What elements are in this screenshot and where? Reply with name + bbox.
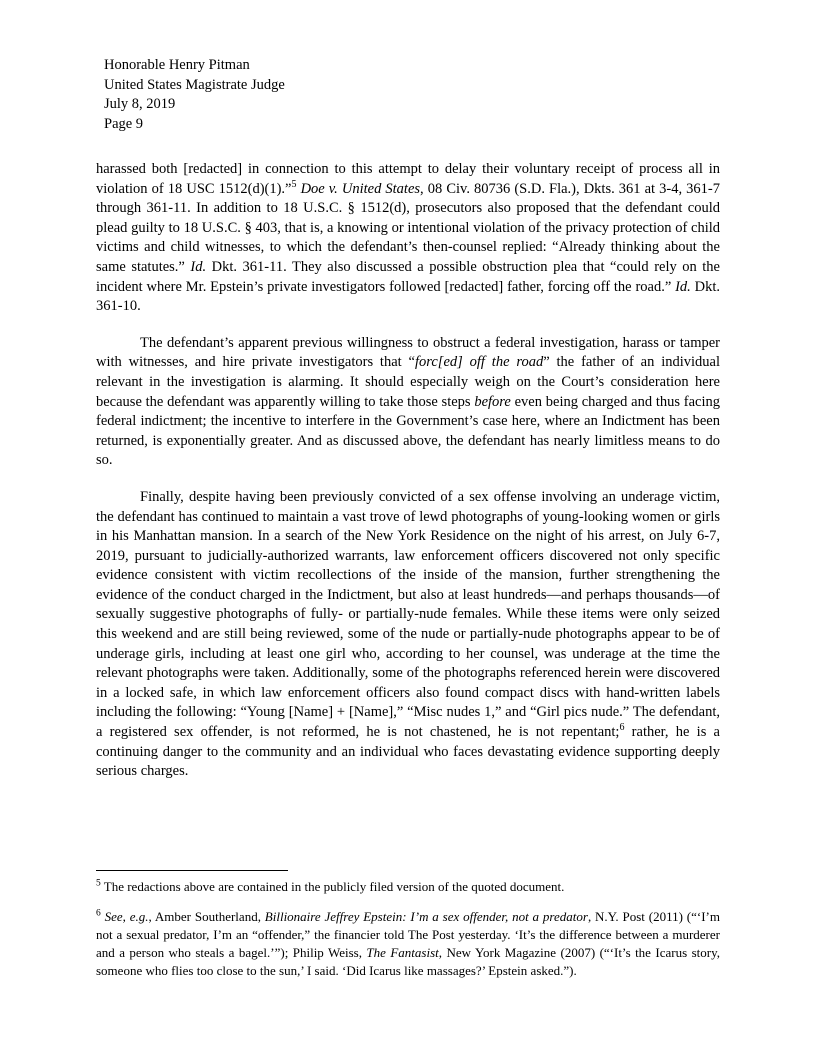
- text-run: Dkt. 361-10.: [96, 278, 721, 315]
- italic-text: forc[ed] off the road: [414, 354, 544, 371]
- letterhead: [104, 56, 720, 134]
- text-run: even being charged and thus facing federal indictment; the incentive to interfere in the Government’s case here, where an Indictment has been returned, is exponentially greater. And as discussed above, the defendant has nearly limitless means to do so.: [96, 393, 721, 469]
- footnote-5: [96, 878, 720, 896]
- footnote-reference: 5: [291, 178, 297, 190]
- footnote-separator-rule: [96, 870, 288, 871]
- text-run: Dkt. 361-11. They also discussed a possible obstruction plea that “could rely on the incident where Mr. Epstein’s private investigators followed [redacted] father, forcing off the road.”: [96, 258, 720, 295]
- italic-text: The Fantasist: [366, 945, 439, 960]
- text-run: ” the father of an individual relevant in the investigation is alarming. It should especially weigh on the Court’s consideration here because the defendant was apparently willing to take those steps: [96, 354, 721, 410]
- italic-text: Id.: [675, 278, 691, 295]
- text-run: , N.Y. Post (2011) (“‘I’m not a sexual predator, I’m an “offender,” the financier told The Post yesterday. ‘It’s the difference between a murderer and a person who steals a bagel.’”); Philip Weiss,: [96, 909, 720, 960]
- text-run: The defendant’s apparent previous willingness to obstruct a federal investigation, harass or tamper with witnesses, and hire private investigators that “: [96, 334, 720, 371]
- letterhead-page-number: Page 9: [104, 115, 144, 132]
- italic-text: Id.: [190, 258, 207, 275]
- footnote-marker: 6: [96, 908, 101, 919]
- italic-text: Doe v. United States: [300, 180, 421, 197]
- letterhead-title: United States Magistrate Judge: [104, 76, 285, 93]
- italic-text: Billionaire Jeffrey Epstein: I’m a sex offender, not a predator: [264, 909, 588, 924]
- footnote-reference: 6: [619, 722, 625, 734]
- text-run: , New York Magazine (2007) (“‘It’s the Icarus story, someone who flies too close to the sun,’ I said. ‘Did Icarus like massages?’ Epstein asked.”).: [96, 945, 720, 978]
- letterhead-date: July 8, 2019: [104, 96, 176, 112]
- body-paragraph: [96, 334, 720, 471]
- text-run: rather, he is a continuing danger to the community and an individual who faces devastating evidence supporting deeply serious charges.: [96, 724, 720, 780]
- text-run: The redactions above are contained in the publicly filed version of the quoted document.: [100, 879, 565, 894]
- text-run: , 08 Civ. 80736 (S.D. Fla.), Dkts. 361 at 3-4, 361-7 through 361-11. In addition to 18 U.S.C. § 1512(d), prosecutors also proposed that the defendant could plead guilty to 18 U.S.C. § 403, that is, a knowing or intentional violation of the privacy protection of child victims and child witnesses, to which the defendant’s then-counsel replied: “Already thinking about the same statutes.”: [96, 180, 721, 275]
- body-paragraph: [96, 488, 720, 782]
- footnote-marker: 5: [96, 878, 101, 889]
- footnote-6: [96, 908, 720, 980]
- text-run: , Amber Southerland,: [148, 909, 265, 924]
- text-run: Finally, despite having been previously convicted of a sex offense involving an underage victim, the defendant has continued to maintain a vast trove of lewd photographs of young-looking women or girls in his Manhattan mansion. In a search of the New York Residence on the night of his arrest, on July 6-7, 2019, pursuant to judicially-authorized warrants, law enforcement officers discovered not only specific evidence consistent with victim recollections of the inside of the mansion, further strengthening the evidence of the conduct charged in the Indictment, but also at least hundreds—and perhaps thousands—of sexually suggestive photographs of fully- or partially-nude females. While these items were only seized this weekend and are still being reviewed, some of the nude or partially-nude photographs appear to be of underage girls, including at least one girl who, according to her counsel, was underage at the time the relevant photographs were taken. Additionally, some of the photographs referenced herein were discovered in a locked safe, in which law enforcement officers also found compact discs with hand-written labels including the following: “Young [Name] + [Name],” “Misc nudes 1,” and “Girl pics nude.” The defendant, a registered sex offender, is not reformed, he is not chastened, he is not repentant;: [96, 488, 720, 741]
- italic-text: See, e.g.: [104, 909, 149, 924]
- body-paragraph: [96, 160, 720, 317]
- document-body: [96, 160, 720, 782]
- italic-text: before: [474, 393, 511, 410]
- text-run: harassed both [redacted] in connection to this attempt to delay their voluntary receipt of process all in violation of 18 USC 1512(d)(1).”: [96, 161, 720, 197]
- footnote-list: [96, 878, 720, 980]
- footnote-area: [96, 870, 720, 980]
- letterhead-recipient: Honorable Henry Pitman: [104, 57, 250, 73]
